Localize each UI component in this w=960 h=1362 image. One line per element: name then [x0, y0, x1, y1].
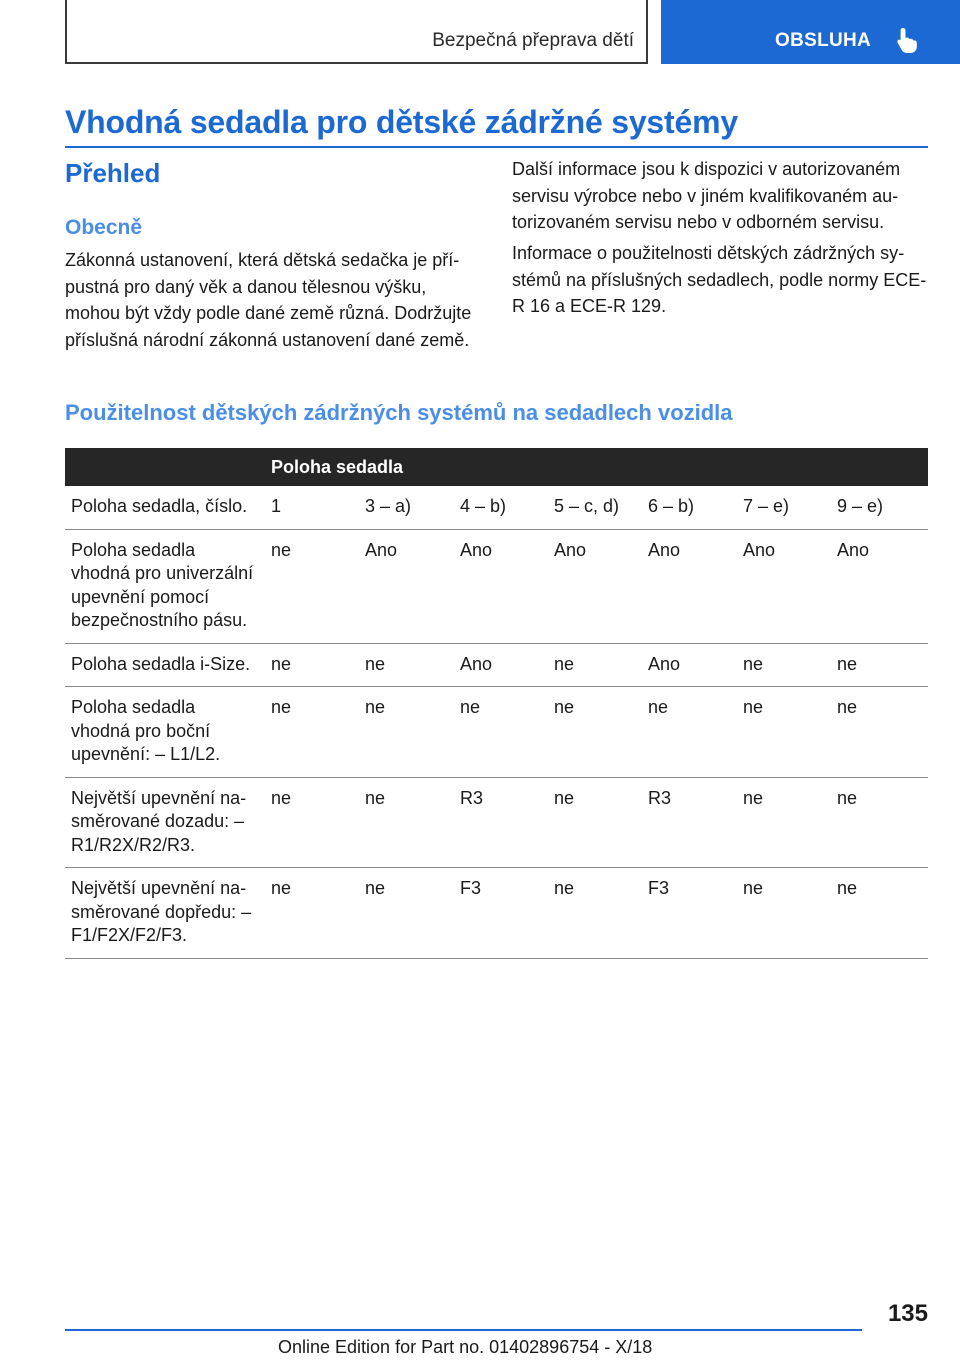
table-cell: 3 – a)	[359, 486, 454, 529]
table-row-label: Poloha sedadla, číslo.	[65, 486, 265, 529]
table-cell: Ano	[642, 529, 737, 643]
header-chapter-box	[65, 0, 648, 64]
table-cell: 5 – c, d)	[548, 486, 642, 529]
table-cell: ne	[831, 777, 928, 868]
table-cell: ne	[737, 868, 831, 959]
tab-obsluha[interactable]	[661, 0, 960, 64]
table-cell: ne	[737, 643, 831, 687]
paragraph-legal-regulations: Zákonná ustanovení, která dětská sedačka je přípustná pro daný věk a danou tělesnou výšku, mohou být vždy podle dané země různá. Dodržujte příslušná národní zákonná ustanovení dané země.	[65, 250, 472, 350]
table-row-label: Poloha sedadla vhodná pro boční upevnění: – L1/L2.	[65, 687, 265, 778]
table-cell: F3	[642, 868, 737, 959]
table-cell: ne	[831, 643, 928, 687]
table-cell: R3	[454, 777, 548, 868]
footer-edition-text: Online Edition for Part no. 01402896754 - X/18	[278, 1337, 653, 1357]
table-cell: 7 – e)	[737, 486, 831, 529]
paragraph-standards-info: Informace o použitelnosti dětských zádržných systémů na příslušných sedadlech, podle normy ECE-R 16 a ECE-R 129.	[512, 243, 927, 316]
chapter-title: Bezpečná přeprava dětí	[432, 30, 634, 51]
page-number: 135	[887, 1300, 928, 1327]
table-cell: ne	[359, 643, 454, 687]
table-row	[65, 868, 928, 959]
table-cell: ne	[548, 777, 642, 868]
table-cell: ne	[831, 687, 928, 778]
tab-label: OBSLUHA	[775, 30, 872, 51]
table-header-row	[65, 448, 928, 486]
table-cell: ne	[737, 777, 831, 868]
table-cell: ne	[265, 687, 359, 778]
table-cell: Ano	[454, 529, 548, 643]
table-cell: ne	[359, 687, 454, 778]
table-row	[65, 529, 928, 643]
title-divider	[65, 146, 928, 148]
table-cell: 4 – b)	[454, 486, 548, 529]
table-cell: 6 – b)	[642, 486, 737, 529]
table-row-label: Poloha sedadla i-Size.	[65, 643, 265, 687]
table-row-label: Největší upevnění nasměrované dozadu: – R1/R2X/R2/R3.	[65, 777, 265, 868]
table-cell: ne	[642, 687, 737, 778]
table-row	[65, 486, 928, 529]
table-cell: ne	[454, 687, 548, 778]
section-heading-overview: Přehled	[65, 158, 161, 188]
table-cell: ne	[265, 777, 359, 868]
table-cell: F3	[454, 868, 548, 959]
table-row-label: Poloha sedadla vhodná pro univerzální upevnění pomocí bezpečnostního pásu.	[65, 529, 265, 643]
table-cell: Ano	[548, 529, 642, 643]
table-cell: ne	[265, 643, 359, 687]
table-cell: ne	[737, 687, 831, 778]
table-cell: 1	[265, 486, 359, 529]
table-row	[65, 777, 928, 868]
table-header-seat-position: Poloha sedadla	[265, 448, 928, 486]
table-cell: 9 – e)	[831, 486, 928, 529]
hand-pointer-icon	[895, 26, 919, 54]
table-cell: Ano	[359, 529, 454, 643]
page-title: Vhodná sedadla pro dětské zádržné systémy	[65, 104, 738, 140]
table-cell: ne	[359, 777, 454, 868]
table-cell: Ano	[737, 529, 831, 643]
footer-divider	[65, 1329, 862, 1331]
table-cell: Ano	[831, 529, 928, 643]
table-header-empty	[65, 448, 265, 486]
table-row-label: Největší upevnění nasměrované dopředu: – F1/F2X/F2/F3.	[65, 868, 265, 959]
table-row	[65, 643, 928, 687]
section-heading-usage: Použitelnost dětských zádržných systémů na sedadlech vozidla	[65, 400, 733, 425]
table-cell: R3	[642, 777, 737, 868]
table-cell: Ano	[642, 643, 737, 687]
table-cell: ne	[265, 529, 359, 643]
table-cell: ne	[359, 868, 454, 959]
subsection-heading-general: Obecně	[65, 216, 143, 239]
table-cell: ne	[548, 687, 642, 778]
table-cell: ne	[548, 868, 642, 959]
table-cell: ne	[548, 643, 642, 687]
table-cell: ne	[831, 868, 928, 959]
paragraph-service-info: Další informace jsou k dispozici v autorizovaném servisu výrobce nebo v jiném kvalifikovaném autorizovaném servisu nebo v odborném servisu.	[512, 159, 901, 232]
seat-usage-table	[65, 448, 928, 959]
table-row	[65, 687, 928, 778]
table-cell: Ano	[454, 643, 548, 687]
table-cell: ne	[265, 868, 359, 959]
